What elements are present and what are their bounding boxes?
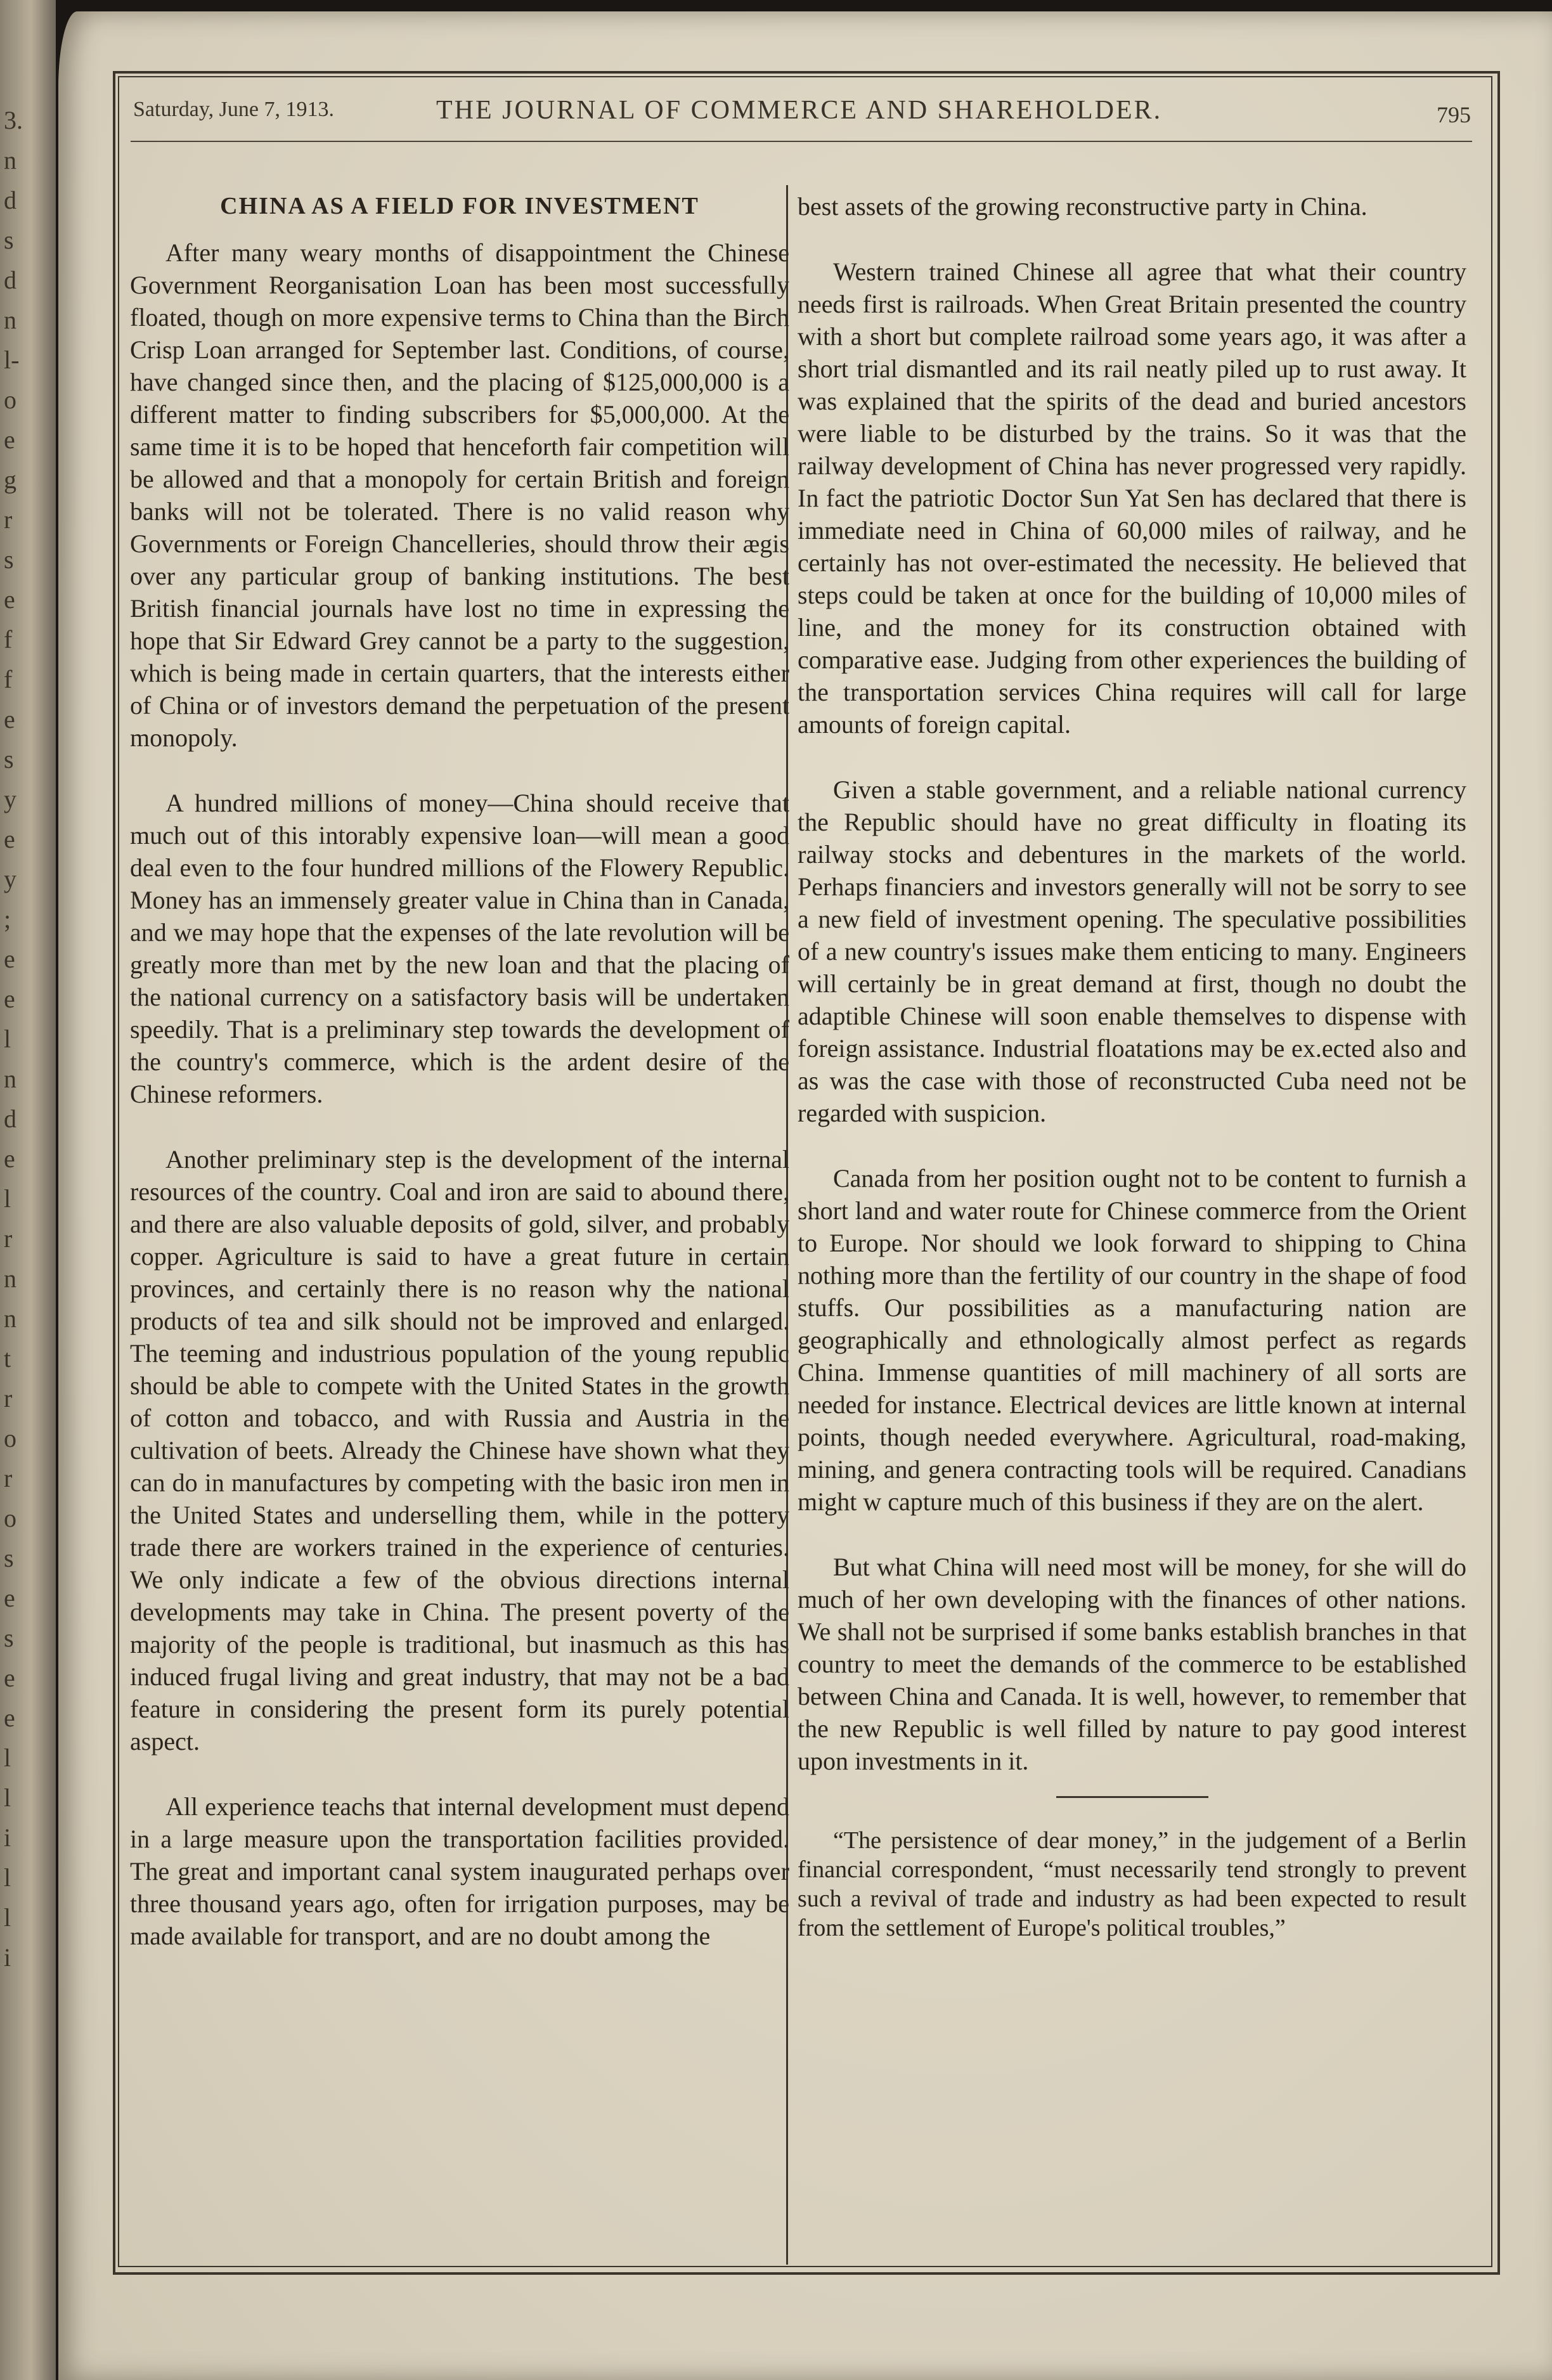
previous-page-fragment: l- — [4, 346, 20, 374]
paragraph: After many weary months of disappointment the Chinese Government Reorganisation Loan has been most successfully floated, though on more expensive terms to China than the Birch Crisp Loan arranged for September last. Conditions, of course, have changed since then, and the placing of $125,000,000 is a different matter to finding subscribers for $5,000,000. At the same time it is to be hoped that henceforth fair competition will be allowed and that a monopoly for certain British and foreign banks will not be tolerated. There is no valid reason why Governments or Foreign Chancelleries, should throw their ægis over any particular group of banking institutions. The best British financial journals have lost no time in expressing the hope that Sir Edward Grey cannot be a party to the suggestion, which is being made in certain quarters, that the interests either of China or of investors demand the perpetuation of the present monopoly. — [130, 238, 789, 752]
previous-page-fragment: d — [4, 186, 16, 214]
previous-page-fragment: ; — [4, 905, 11, 933]
previous-page-fragment: l — [4, 1903, 11, 1932]
previous-page-fragment: n — [4, 1304, 16, 1333]
previous-page-fragment: 3. — [4, 106, 23, 134]
previous-page-fragment: o — [4, 1504, 16, 1532]
previous-page-fragment: e — [4, 1144, 15, 1173]
previous-page-fragment: i — [4, 1823, 11, 1852]
previous-page-fragment: y — [4, 865, 16, 893]
previous-page-fragment: e — [4, 585, 15, 614]
previous-page-fragment: f — [4, 665, 13, 694]
previous-page-fragment: e — [4, 945, 15, 973]
previous-page-fragment: r — [4, 505, 13, 534]
previous-page-fragment: s — [4, 1544, 14, 1572]
paragraph: But what China will need most will be money, for she will do much of her own developing with the finances of other nations. We shall not be surprised if some banks establish branches in that country to meet the demands of the commerce to be established between China and Canada. It is well, however, to remember that the new Republic is well filled by nature to pay good interest upon investments in it. — [798, 1553, 1466, 1775]
previous-page-fragment: s — [4, 226, 14, 254]
previous-page-fragment: s — [4, 545, 14, 574]
paragraph: Canada from her position ought not to be content to furnish a short land and water route for Chinese commerce from the Orient to Europe. Nor should we look forward to shipping to China nothing more than the fertility of our country in the shape of food stuffs. Our possibilities as a manufacturing nation are geographically and ethnologically almost perfect as regards China. Immense quantities of mill machinery of all sorts are needed for instance. Electrical devices are little known at internal points, though needed everywhere. Agricultural, road-making, mining, and genera contracting tools will be required. Canadians might w capture much of this business if they are on the alert. — [798, 1164, 1466, 1516]
previous-page-fragment: i — [4, 1943, 11, 1972]
previous-page-fragment: r — [4, 1224, 13, 1253]
previous-page-fragment: l — [4, 1863, 11, 1892]
previous-page-fragment: n — [4, 1064, 16, 1093]
previous-page-fragment: t — [4, 1344, 11, 1373]
paragraph: Given a stable government, and a reliable national currency the Republic should have no great difficulty in floating its railway stocks and debentures in the markets of the world. Perhaps financiers and investors generally will not be sorry to see a new field of investment opening. The speculative possibilities of a new country's issues make them enticing to many. Engineers will certainly be in great demand at first, though no doubt the adaptible Chinese will soon enable themselves to dispense with foreign assistance. Industrial floatations may be ex.ected also and as was the case with those of reconstructed Cuba need not be regarded with suspicion. — [798, 775, 1466, 1127]
paragraph: All experience teachs that internal development must depend in a large measure upon the transportation facilities provided. The great and important canal system inaugurated perhaps over three thousand years ago, often for irrigation purposes, may be made available for transport, and are no doubt among the — [130, 1792, 789, 1950]
previous-page-fragment: l — [4, 1025, 11, 1053]
running-header — [133, 90, 1471, 134]
previous-page-fragment: n — [4, 306, 16, 334]
previous-page-fragment: l — [4, 1184, 11, 1213]
article-headline: CHINA AS A FIELD FOR INVESTMENT — [220, 193, 699, 219]
page-number: 795 — [1437, 102, 1471, 127]
previous-page-fragment: o — [4, 1424, 16, 1452]
previous-page-fragment: e — [4, 985, 15, 1013]
section-divider — [1056, 1796, 1208, 1798]
previous-page-fragment: r — [4, 1384, 13, 1413]
previous-page-fragment: e — [4, 825, 15, 853]
paragraph-continued: best assets of the growing reconstructive party in China. — [798, 192, 1368, 221]
previous-page-fragment: s — [4, 1624, 14, 1652]
previous-page-edge — [0, 0, 56, 2380]
paragraph: Another preliminary step is the development of the internal resources of the country. Coal and iron are said to abound there, and there are also valuable deposits of gold, silver, and probably copper. Agriculture is said to have a great future in certain provinces, and certainly there is no reason why the national products of tea and silk should not be improved and enlarged. The teeming and industrious population of the young republic should be able to compete with the United States in the growth of cotton and tobacco, and with Russia and Austria in the cultivation of beets. Already the Chinese have shown what they can do in manufactures by competing with the basic iron men in the United States and underselling them, while in the pottery trade there are workers trained in the experience of centuries. We only indicate a few of the obvious directions internal developments may take in China. The present poverty of the majority of the people is traditional, but inasmuch as this has induced frugal living and great industry, that may not be a bad feature in considering the present form its purely potential aspect. — [130, 1145, 789, 1756]
previous-page-fragment: n — [4, 1264, 16, 1293]
previous-page-fragment: f — [4, 625, 13, 654]
previous-page-fragment: r — [4, 1464, 13, 1492]
previous-page-fragment: g — [4, 465, 16, 494]
paragraph: Western trained Chinese all agree that what their country needs first is railroads. When Great Britain presented the country with a short but complete railroad some years ago, it was after a short trial dismantled and its rail neatly piled up to rust away. It was explained that the spirits of the dead and buried ancestors were liable to be disturbed by the trains. So it was that the railway development of China has never progressed very rapidly. In fact the patriotic Doctor Sun Yat Sen has declared that there is immediate need in China of 60,000 miles of railway, and he certainly has not over-estimated the necessity. He believed that steps could be taken at once for the building of 10,000 miles of line, and the money for its construction obtained with comparative ease. Judging from other experiences the building of the transportation services China requires will call for large amounts of foreign capital. — [798, 257, 1466, 739]
previous-page-fragment: d — [4, 1104, 16, 1133]
previous-page-fragment: n — [4, 146, 16, 174]
previous-page-fragment: e — [4, 1584, 15, 1612]
previous-page-fragment: s — [4, 745, 14, 773]
previous-page-fragment: e — [4, 1664, 15, 1692]
previous-page-fragment: y — [4, 785, 16, 813]
previous-page-fragment: e — [4, 705, 15, 734]
previous-page-fragment: e — [4, 425, 15, 454]
header-rule — [131, 141, 1472, 142]
paragraph: A hundred millions of money—China should receive that much out of this intorably expensive loan—will mean a good deal even to the four hundred millions of the Flowery Republic. Money has an immensely greater value in China than in Canada, and we may hope that the expenses of the late revolution will be greatly more than met by the new loan and that the placing of the national currency on a satisfactory basis will be undertaken speedily. That is a preliminary step towards the development of the country's commerce, which is the ardent desire of the Chinese reformers. — [130, 789, 789, 1108]
quote-paragraph: “The persistence of dear money,” in the judgement of a Berlin financial correspondent, “must necessarily tend strongly to prevent such a revival of trade and industry as had been expected to result from the settlement of Europe's political troubles,” — [798, 1827, 1466, 1941]
previous-page-fragment: l — [4, 1783, 11, 1812]
previous-page-fragment: l — [4, 1743, 11, 1772]
left-column — [130, 190, 789, 1985]
journal-title: THE JOURNAL OF COMMERCE AND SHAREHOLDER. — [436, 96, 1163, 125]
issue-date: Saturday, June 7, 1913. — [133, 98, 334, 121]
previous-page-fragment: o — [4, 385, 16, 414]
previous-page-fragment: d — [4, 266, 16, 294]
right-column — [798, 190, 1466, 1976]
previous-page-fragment: e — [4, 1704, 15, 1732]
